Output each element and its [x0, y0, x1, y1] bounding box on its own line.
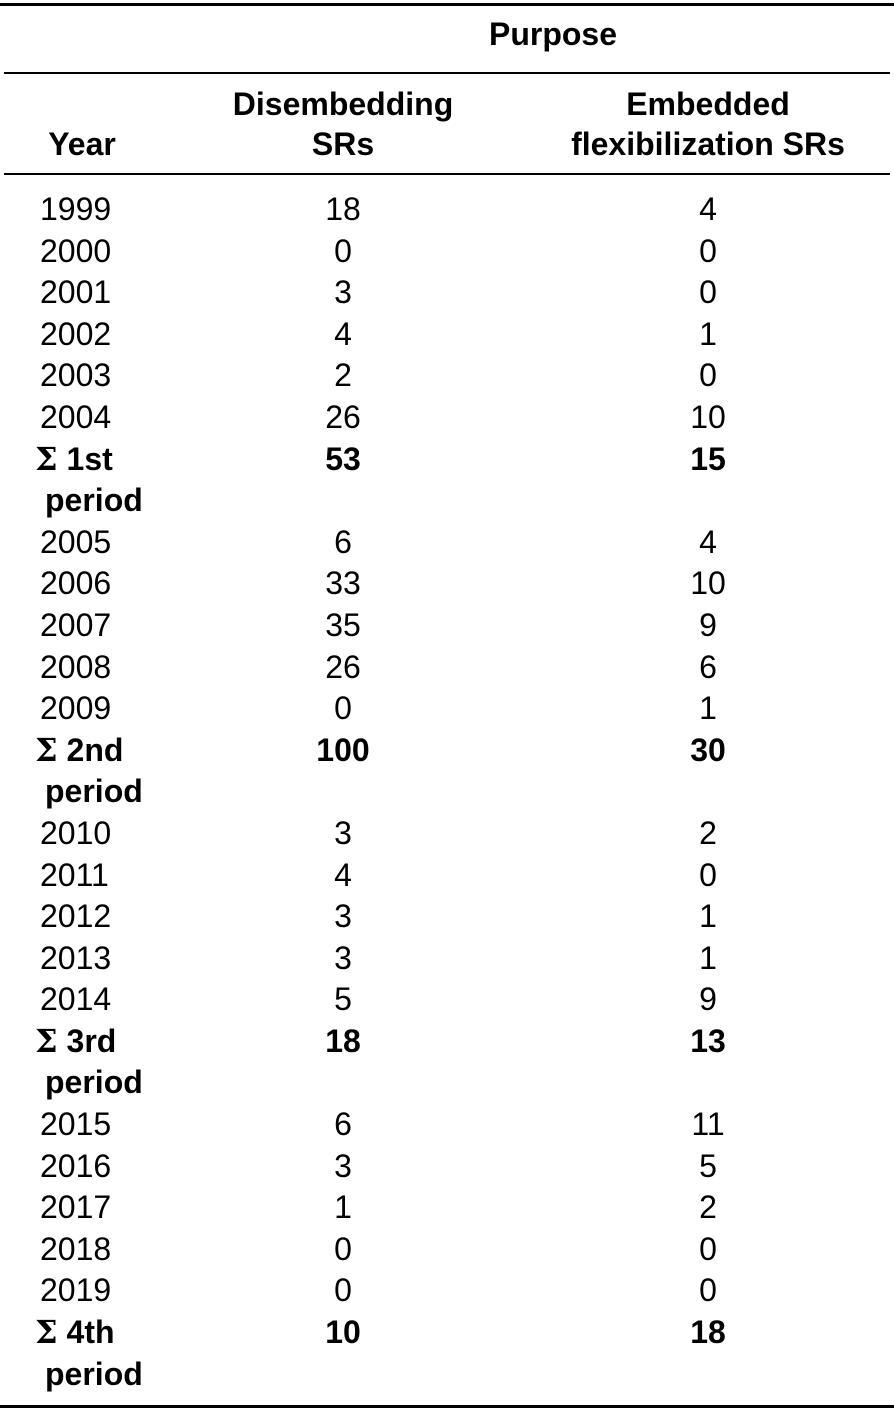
year-cell: 2016: [40, 1147, 112, 1184]
embedded-cell: 1: [699, 898, 717, 935]
embedded-cell: 2: [699, 1189, 717, 1226]
disembedding-cell: 26: [325, 398, 361, 435]
year-cell: 2005: [40, 523, 112, 560]
top-rule: [0, 3, 894, 6]
period-total-row: [0, 439, 894, 522]
period-total-row: [0, 1021, 894, 1104]
year-cell: 1999: [40, 191, 112, 227]
year-column-header: Year: [48, 126, 116, 162]
embedded-cell: 10: [690, 565, 726, 602]
year-cell: 2015: [40, 1106, 112, 1143]
disembedding-column-header: [196, 84, 490, 164]
disembedding-cell: 18: [325, 1022, 361, 1059]
embedded-cell: 0: [699, 274, 717, 311]
table-row: [0, 605, 894, 647]
year-cell: 2007: [40, 606, 112, 643]
period-ordinal: 3rd: [66, 1022, 117, 1059]
year-cell: 2014: [40, 981, 112, 1018]
embedded-cell: 13: [690, 1022, 726, 1059]
disembedding-header-line1: Disembedding: [232, 86, 454, 122]
embedded-cell: 4: [699, 523, 717, 560]
disembedding-cell: 3: [334, 274, 352, 311]
year-cell: 2009: [40, 690, 112, 727]
disembedding-cell: 6: [334, 523, 352, 560]
embedded-cell: 6: [699, 648, 717, 685]
table-row: [0, 1146, 894, 1188]
disembedding-cell: 26: [325, 648, 361, 685]
disembedding-cell: 4: [334, 856, 352, 893]
sigma-symbol: Σ: [35, 730, 58, 769]
year-cell: 2001: [40, 274, 112, 311]
disembedding-cell: 0: [334, 1230, 352, 1267]
disembedding-cell: 0: [334, 690, 352, 727]
table-row: [0, 1187, 894, 1229]
year-cell: 2008: [40, 648, 112, 685]
embedded-cell: 11: [691, 1106, 725, 1143]
embedded-cell: 15: [690, 440, 726, 477]
embedded-cell: 9: [699, 606, 717, 643]
embedded-cell: 5: [699, 1147, 717, 1184]
period-word: period: [45, 482, 143, 519]
period-label: [35, 730, 195, 813]
bottom-rule: [0, 1405, 894, 1408]
table-row: [0, 1104, 894, 1146]
period-label: [35, 1021, 195, 1104]
table-row: [0, 647, 894, 689]
sigma-symbol: Σ: [35, 1021, 58, 1060]
disembedding-cell: 1: [334, 1189, 352, 1226]
year-cell: 2000: [40, 232, 112, 269]
period-ordinal: 4th: [66, 1314, 115, 1351]
embedded-cell: 1: [699, 690, 717, 727]
year-cell: 2002: [40, 315, 112, 352]
embedded-cell: 9: [699, 981, 717, 1018]
table-row: [0, 979, 894, 1021]
purpose-underline: [4, 72, 890, 74]
period-word: period: [45, 1355, 143, 1392]
year-cell: 2004: [40, 398, 112, 435]
purpose-group-header: Purpose: [488, 16, 618, 52]
disembedding-cell: 3: [334, 1147, 352, 1184]
disembedding-cell: 100: [316, 731, 370, 768]
year-cell: 2013: [40, 939, 112, 976]
year-cell: 2017: [40, 1189, 112, 1226]
table-row: [0, 813, 894, 855]
embedded-cell: 0: [699, 357, 717, 394]
embedded-cell: 4: [699, 191, 717, 227]
table-row: [0, 1229, 894, 1271]
embedded-cell: 0: [699, 232, 717, 269]
table-row: [0, 1270, 894, 1312]
embedded-column-header: [540, 84, 876, 164]
disembedding-cell: 35: [325, 606, 361, 643]
table-row: [0, 688, 894, 730]
disembedding-cell: 18: [325, 191, 361, 227]
disembedding-cell: 10: [325, 1314, 361, 1351]
year-cell: 2011: [40, 856, 109, 893]
period-word: period: [45, 773, 143, 810]
disembedding-cell: 5: [334, 981, 352, 1018]
table-row: [0, 563, 894, 605]
period-ordinal: 2nd: [66, 731, 124, 768]
year-cell: 2012: [40, 898, 112, 935]
period-label: [35, 1312, 195, 1395]
embedded-cell: 0: [699, 1230, 717, 1267]
period-label: [35, 439, 195, 522]
embedded-cell: 1: [699, 939, 717, 976]
embedded-cell: 1: [699, 315, 717, 352]
table-row: [0, 314, 894, 356]
sigma-symbol: Σ: [35, 1313, 58, 1352]
table-row: [0, 896, 894, 938]
table-row: [0, 231, 894, 273]
disembedding-cell: 3: [334, 898, 352, 935]
period-total-row: [0, 1312, 894, 1395]
period-word: period: [45, 1064, 143, 1101]
year-cell: 2019: [40, 1272, 112, 1309]
embedded-cell: 10: [690, 398, 726, 435]
disembedding-cell: 3: [334, 939, 352, 976]
year-cell: 2018: [40, 1230, 112, 1267]
table-row: [0, 397, 894, 439]
disembedding-cell: 3: [334, 814, 352, 851]
embedded-cell: 0: [699, 856, 717, 893]
header-rule: [4, 173, 890, 175]
year-cell: 2010: [40, 814, 112, 851]
table-row: [0, 355, 894, 397]
period-total-row: [0, 730, 894, 813]
table-row: [0, 189, 894, 231]
embedded-header-line2: flexibilization SRs: [571, 126, 845, 162]
disembedding-cell: 0: [334, 232, 352, 269]
disembedding-cell: 53: [325, 440, 361, 477]
table-row: [0, 938, 894, 980]
table-row: [0, 522, 894, 564]
sigma-symbol: Σ: [35, 439, 58, 478]
embedded-header-line1: Embedded: [626, 86, 790, 122]
year-cell: 2006: [40, 565, 112, 602]
period-ordinal: 1st: [66, 440, 113, 477]
embedded-cell: 0: [699, 1272, 717, 1309]
disembedding-cell: 4: [334, 315, 352, 352]
disembedding-cell: 2: [334, 357, 352, 394]
disembedding-cell: 6: [334, 1106, 352, 1143]
disembedding-cell: 33: [325, 565, 361, 602]
disembedding-header-line2: SRs: [311, 126, 375, 162]
embedded-cell: 18: [690, 1314, 726, 1351]
year-cell: 2003: [40, 357, 112, 394]
disembedding-cell: 0: [334, 1272, 352, 1309]
table-row: [0, 272, 894, 314]
embedded-cell: 30: [690, 731, 726, 768]
table-row: [0, 855, 894, 897]
embedded-cell: 2: [699, 814, 717, 851]
table-body: [0, 189, 894, 1395]
